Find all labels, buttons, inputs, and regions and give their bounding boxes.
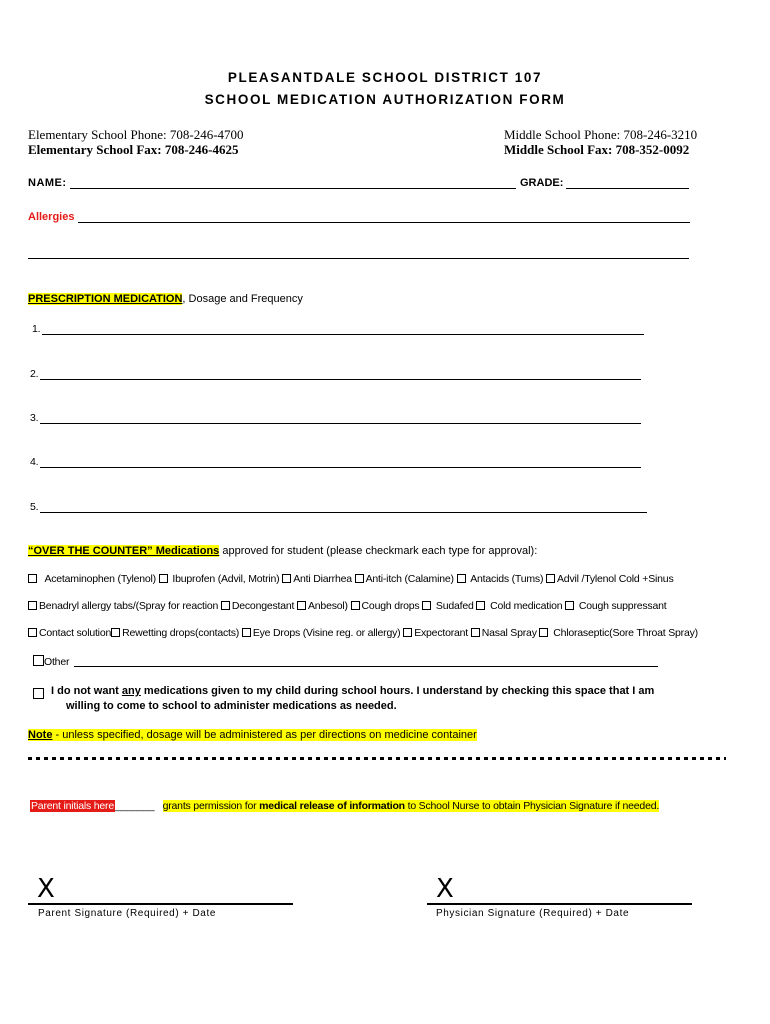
- prescription-heading-suffix: , Dosage and Frequency: [182, 293, 303, 305]
- otc-nasal-spray: Nasal Spray: [481, 627, 537, 639]
- checkbox[interactable]: [242, 628, 251, 637]
- otc-anti-itch: Anti-itch (Calamine): [365, 573, 454, 585]
- parent-signature-mark: X: [37, 874, 55, 904]
- otc-other: [33, 655, 69, 668]
- otc-chloraseptic: Chloraseptic(Sore Throat Spray): [553, 627, 698, 639]
- otc-other-label: Other: [44, 656, 70, 668]
- dashed-divider: [28, 757, 726, 760]
- checkbox[interactable]: [159, 574, 168, 583]
- otc-cough-suppressant: Cough suppressant: [578, 600, 667, 612]
- prescription-line-2-number: 2.: [30, 368, 39, 380]
- prescription-line-4-number: 4.: [30, 456, 39, 468]
- physician-signature-label: Physician Signature (Required) + Date: [436, 908, 630, 919]
- prescription-line-1-number: 1.: [32, 323, 41, 335]
- otc-decongestant: Decongestant: [231, 600, 295, 612]
- note: [28, 729, 477, 741]
- checkbox[interactable]: [476, 601, 485, 610]
- checkbox[interactable]: [28, 601, 37, 610]
- elementary-fax: Elementary School Fax: 708-246-4625: [28, 142, 239, 157]
- otc-contact-solution: Contact solution: [39, 627, 112, 639]
- middle-fax: Middle School Fax: 708-352-0092: [504, 142, 690, 157]
- prescription-heading: [28, 293, 303, 305]
- otc-row-3: [28, 627, 698, 639]
- otc-heading-suffix: approved for student (please checkmark each type for approval):: [219, 545, 538, 557]
- otc-row-1: [28, 573, 674, 585]
- no-meds-text-any: any: [121, 685, 141, 697]
- checkbox[interactable]: [33, 655, 44, 666]
- prescription-line-3[interactable]: [40, 423, 641, 424]
- otc-anbesol: Anbesol): [307, 600, 348, 612]
- name-field[interactable]: [70, 188, 516, 189]
- checkbox[interactable]: [351, 601, 360, 610]
- checkbox[interactable]: [539, 628, 548, 637]
- otc-antacids: Antacids (Tums): [470, 573, 544, 585]
- otc-sudafed: Sudafed: [435, 600, 474, 612]
- checkbox[interactable]: [28, 628, 37, 637]
- prescription-line-4[interactable]: [40, 467, 641, 468]
- checkbox[interactable]: [471, 628, 480, 637]
- otc-anti-diarrhea: Anti Diarrhea: [293, 573, 352, 585]
- checkbox[interactable]: [422, 601, 431, 610]
- otc-rewetting-drops: Rewetting drops(contacts): [122, 627, 240, 639]
- otc-row-2: [28, 600, 666, 612]
- otc-expectorant: Expectorant: [414, 627, 469, 639]
- checkbox[interactable]: [111, 628, 120, 637]
- no-meds-checkbox-wrap: [33, 685, 44, 703]
- prescription-heading-label: PRESCRIPTION MEDICATION: [28, 293, 183, 305]
- checkbox[interactable]: [33, 688, 44, 699]
- otc-cold-medication: Cold medication: [490, 600, 563, 612]
- otc-other-field[interactable]: [74, 666, 658, 667]
- middle-phone: Middle School Phone: 708-246-3210: [504, 127, 698, 142]
- prescription-line-2[interactable]: [40, 379, 641, 380]
- name-label: NAME:: [28, 177, 67, 189]
- grade-field[interactable]: [566, 188, 689, 189]
- grade-label: GRADE:: [520, 177, 564, 189]
- physician-signature-mark: X: [436, 874, 454, 904]
- otc-ibuprofen: Ibuprofen (Advil, Motrin): [172, 573, 280, 585]
- permission-line: [30, 800, 659, 812]
- checkbox[interactable]: [297, 601, 306, 610]
- checkbox[interactable]: [282, 574, 291, 583]
- prescription-line-5[interactable]: [40, 512, 647, 513]
- checkbox[interactable]: [565, 601, 574, 610]
- parent-initials-blank[interactable]: _______: [114, 800, 155, 812]
- checkbox[interactable]: [457, 574, 466, 583]
- checkbox[interactable]: [355, 574, 364, 583]
- permission-text-bold: medical release of information: [259, 800, 405, 812]
- note-label: Note: [28, 729, 53, 741]
- checkbox[interactable]: [28, 574, 37, 583]
- checkbox[interactable]: [546, 574, 555, 583]
- otc-heading-label: “OVER THE COUNTER” Medications: [28, 545, 220, 557]
- checkbox[interactable]: [403, 628, 412, 637]
- no-meds-text-post: medications given to my child during school hours. I understand by checking this space that I am: [140, 685, 655, 697]
- otc-acetaminophen: Acetaminophen (Tylenol): [44, 573, 156, 585]
- otc-heading: [28, 545, 537, 557]
- checkbox[interactable]: [221, 601, 230, 610]
- parent-signature-line[interactable]: [28, 903, 293, 905]
- prescription-line-5-number: 5.: [30, 501, 39, 513]
- permission-text: [163, 800, 659, 812]
- parent-initials-box[interactable]: Parent initials here: [31, 800, 114, 812]
- permission-text-post: to School Nurse to obtain Physician Signature if needed.: [404, 800, 660, 812]
- otc-benadryl: Benadryl allergy tabs/(Spray for reaction: [39, 600, 219, 612]
- otc-eye-drops: Eye Drops (Visine reg. or allergy): [252, 627, 401, 639]
- otc-cough-drops: Cough drops: [361, 600, 420, 612]
- prescription-line-3-number: 3.: [30, 412, 39, 424]
- no-meds-line-2: willing to come to school to administer medications as needed.: [66, 700, 397, 712]
- allergies-label: Allergies: [28, 211, 75, 223]
- prescription-line-1[interactable]: [42, 334, 644, 335]
- parent-signature-label: Parent Signature (Required) + Date: [38, 908, 216, 919]
- otc-advil-tylenol-cold: Advil /Tylenol Cold +Sinus: [557, 573, 674, 585]
- form-title: SCHOOL MEDICATION AUTHORIZATION FORM: [204, 92, 566, 107]
- form-title-district: PLEASANTDALE SCHOOL DISTRICT 107: [227, 70, 543, 85]
- physician-signature-line[interactable]: [427, 903, 692, 905]
- allergies-field[interactable]: [78, 222, 690, 223]
- no-meds-line-1: [51, 685, 654, 697]
- permission-text-pre: grants permission for: [162, 800, 260, 812]
- allergies-field-line-2[interactable]: [28, 258, 689, 259]
- note-text: - unless specified, dosage will be administered as per directions on medicine container: [52, 729, 477, 741]
- no-meds-text-pre: I do not want: [51, 685, 122, 697]
- elementary-phone: Elementary School Phone: 708-246-4700: [28, 127, 244, 142]
